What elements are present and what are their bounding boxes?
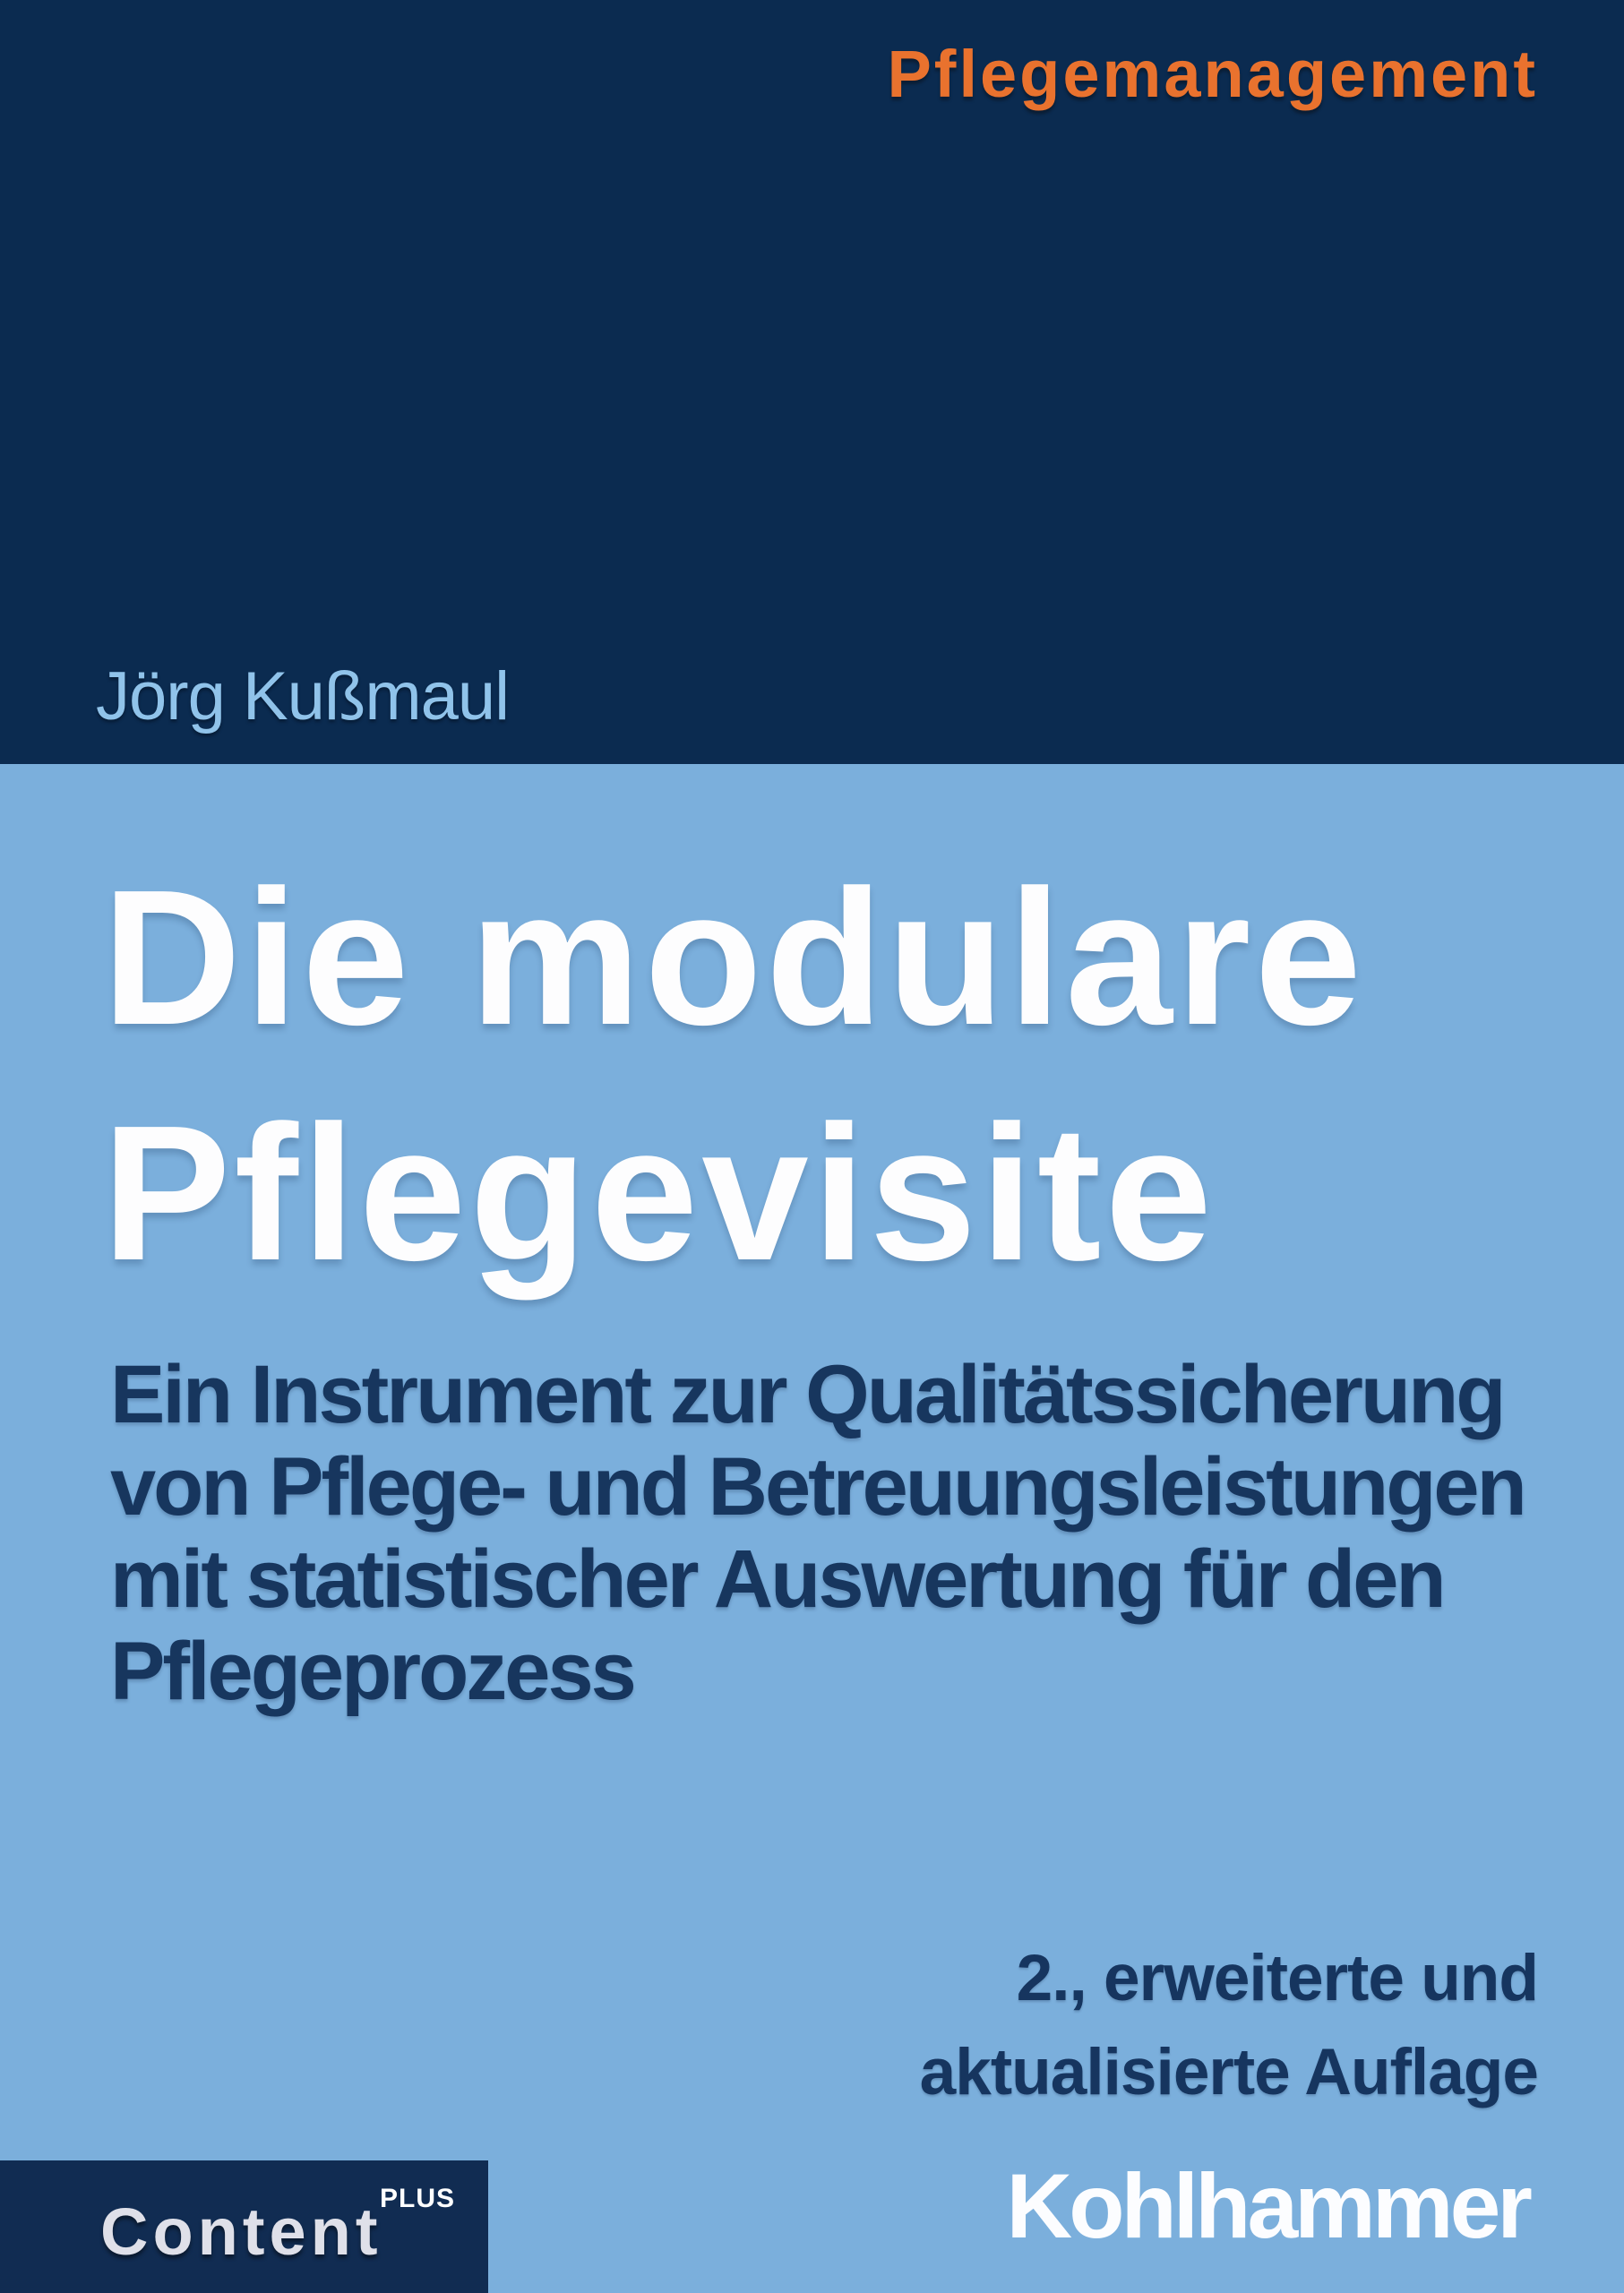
- title-line-1: Die modulare: [102, 849, 1366, 1065]
- subtitle-line-4: Pflegeprozess: [110, 1626, 634, 1717]
- content-plus-logo: [0, 2160, 488, 2293]
- publisher-logo: Kohlhammer: [1006, 2155, 1529, 2257]
- band-divider: [0, 760, 1624, 764]
- subtitle-line-3: mit statistischer Auswertung für den: [110, 1533, 1444, 1625]
- content-plus-brand-text: Content: [100, 2194, 382, 2269]
- author-name: Jörg Kußmaul: [96, 658, 510, 734]
- subtitle-line-2: von Pflege- und Betreuungsleistungen: [110, 1441, 1525, 1533]
- top-band: [0, 0, 1624, 764]
- series-label: Pflegemanagement: [887, 37, 1538, 111]
- content-plus-superscript: PLUS: [380, 2184, 456, 2213]
- edition-line-1: 2., erweiterte und: [1016, 1942, 1538, 2014]
- book-subtitle: [110, 1349, 1525, 1718]
- book-title: [102, 839, 1365, 1310]
- edition-line-2: aktualisierte Auflage: [919, 2036, 1538, 2108]
- subtitle-line-1: Ein Instrument zur Qualitätssicherung: [110, 1349, 1504, 1440]
- title-line-2: Pflegevisite: [102, 1085, 1216, 1301]
- edition-note: [920, 1931, 1538, 2119]
